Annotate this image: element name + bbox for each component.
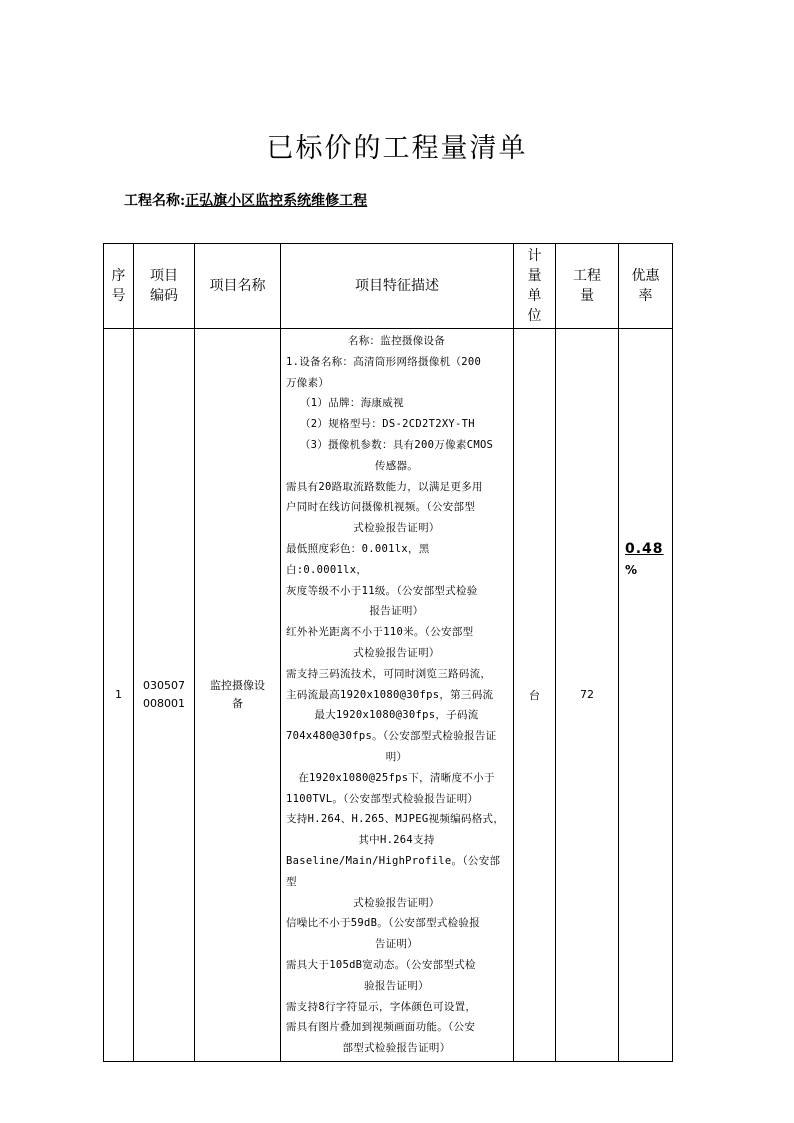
desc-line: 验报告证明） bbox=[364, 979, 429, 992]
header-desc: 项目特征描述 bbox=[281, 244, 514, 329]
desc-line: 1100TVL。（公安部型式检验报告证明） bbox=[286, 792, 479, 805]
cell-seq: 1 bbox=[104, 329, 134, 1062]
desc-line: 红外补光距离不小于110米。（公安部型 bbox=[286, 626, 474, 639]
cell-discount bbox=[619, 329, 673, 1062]
desc-line: 最低照度彩色：0.001lx，黑白:0.0001lx， bbox=[286, 542, 430, 576]
header-seq: 序号 bbox=[104, 244, 134, 329]
desc-line: 需具有20路取流路数能力，以满足更多用 bbox=[286, 480, 483, 493]
project-name: 正弘旗小区监控系统维修工程 bbox=[185, 193, 368, 209]
desc-line: 其中H.264支持 bbox=[358, 834, 435, 847]
header-name: 项目名称 bbox=[195, 244, 281, 329]
desc-line: 万像素） bbox=[286, 376, 330, 389]
desc-line: 需具大于105dB宽动态。（公安部型式检 bbox=[286, 958, 476, 971]
desc-line: 需支持8行字符显示，字体颜色可设置， bbox=[286, 1000, 477, 1013]
desc-line: 式检验报告证明） bbox=[353, 522, 440, 535]
desc-line: 名称：监控摄像设备 bbox=[347, 335, 446, 347]
desc-line: 最大1920x1080@30fps，子码流 bbox=[314, 709, 479, 722]
desc-line: 传感器。 bbox=[374, 459, 419, 472]
desc-line: 部型式检验报告证明） bbox=[342, 1042, 451, 1055]
discount-value: 0.48 bbox=[625, 541, 664, 557]
desc-line: 需具有图片叠加到视频画面功能。（公安 bbox=[286, 1021, 476, 1034]
desc-line: 报告证明） bbox=[369, 605, 424, 618]
bill-of-quantities-table bbox=[103, 243, 673, 1062]
desc-line: （2）规格型号：DS-2CD2T2XY-TH bbox=[300, 418, 475, 431]
desc-line: 需支持三码流技术，可同时浏览三路码流， bbox=[286, 667, 492, 680]
header-code: 项目编码 bbox=[134, 244, 195, 329]
desc-line: （1）品牌：海康威视 bbox=[300, 397, 404, 410]
table-header-row bbox=[104, 244, 673, 329]
desc-line: 1.设备名称：高清筒形网络摄像机（200 bbox=[286, 355, 482, 368]
desc-line: 户同时在线访问摄像机视频。（公安部型 bbox=[286, 501, 476, 514]
document-title: 已标价的工程量清单 bbox=[266, 133, 528, 164]
desc-line: （3）摄像机参数：具有200万像素CMOS bbox=[299, 438, 494, 451]
desc-line: Baseline/Main/HighProfile。（公安部型 bbox=[286, 854, 501, 888]
cell-desc bbox=[281, 329, 514, 1062]
desc-line: 信噪比不小于59dB。（公安部型式检验报 bbox=[286, 917, 481, 930]
desc-line: 明） bbox=[385, 750, 408, 763]
desc-line: 在1920x1080@25fps下，清晰度不小于 bbox=[298, 771, 495, 784]
table-row bbox=[104, 329, 673, 1062]
header-qty: 工程量 bbox=[556, 244, 619, 329]
cell-name: 监控摄像设备 bbox=[195, 329, 281, 1062]
discount-unit: % bbox=[625, 563, 638, 577]
desc-line: 主码流最高1920x1080@30fps，第三码流 bbox=[286, 688, 494, 701]
cell-code: 030507008001 bbox=[134, 329, 195, 1062]
desc-line: 704x480@30fps。（公安部型式检验报告证 bbox=[286, 730, 497, 743]
project-label: 工程名称: bbox=[124, 193, 186, 209]
header-unit: 计量单位 bbox=[514, 244, 556, 329]
project-name-line bbox=[124, 190, 367, 210]
cell-qty: 72 bbox=[556, 329, 619, 1062]
cell-unit: 台 bbox=[514, 329, 556, 1062]
desc-line: 灰度等级不小于11级。（公安部型式检验 bbox=[286, 584, 478, 597]
desc-line: 支持H.264、H.265、MJPEG视频编码格式， bbox=[286, 813, 505, 826]
desc-line: 式检验报告证明） bbox=[353, 646, 440, 659]
header-discount: 优惠率 bbox=[619, 244, 673, 329]
desc-line: 式检验报告证明） bbox=[353, 896, 440, 909]
desc-line: 告证明） bbox=[374, 938, 419, 951]
